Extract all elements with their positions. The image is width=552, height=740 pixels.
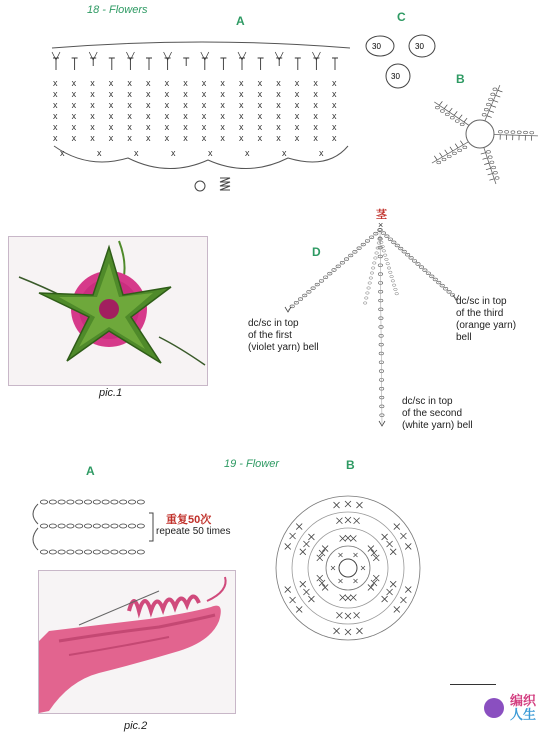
svg-text:x: x — [127, 111, 132, 121]
svg-text:×: × — [378, 220, 384, 230]
svg-text:x: x — [332, 100, 337, 110]
svg-text:x: x — [201, 122, 207, 132]
svg-text:x: x — [108, 122, 114, 132]
svg-text:x: x — [183, 78, 188, 88]
svg-text:x: x — [146, 78, 151, 88]
svg-text:x: x — [257, 100, 263, 110]
svg-text:x: x — [90, 122, 95, 132]
svg-text:x: x — [313, 100, 318, 110]
diagram-d-label: D — [312, 245, 321, 259]
svg-text:x: x — [313, 78, 318, 88]
svg-text:x: x — [108, 100, 114, 110]
svg-text:x: x — [127, 78, 132, 88]
svg-text:x: x — [294, 89, 300, 99]
svg-text:x: x — [239, 78, 244, 88]
flower-photo-1 — [8, 236, 208, 386]
stem-label: 茎 — [376, 209, 387, 221]
svg-text:x: x — [164, 78, 170, 88]
svg-text:x: x — [146, 111, 151, 121]
svg-text:x: x — [257, 89, 263, 99]
svg-text:x: x — [146, 89, 151, 99]
svg-text:x: x — [319, 148, 324, 158]
svg-text:x: x — [294, 78, 300, 88]
svg-text:x: x — [164, 100, 170, 110]
svg-text:x: x — [53, 78, 58, 88]
section-18-title: 18 - Flowers — [87, 4, 148, 16]
svg-text:x: x — [276, 100, 281, 110]
svg-text:x: x — [164, 133, 170, 143]
svg-text:x: x — [276, 89, 281, 99]
pic1-caption: pic.1 — [99, 387, 123, 399]
svg-text:x: x — [53, 122, 58, 132]
chain-spring-icon — [220, 178, 230, 190]
svg-text:x: x — [90, 100, 95, 110]
diagram-19a-label: A — [86, 464, 95, 478]
svg-text:x: x — [201, 89, 207, 99]
svg-text:x: x — [71, 89, 77, 99]
svg-text:x: x — [53, 89, 58, 99]
flower-photo-2 — [38, 570, 236, 714]
svg-text:x: x — [164, 89, 170, 99]
svg-text:x: x — [294, 100, 300, 110]
scale-line — [450, 684, 496, 685]
svg-text:x: x — [276, 122, 281, 132]
svg-text:x: x — [220, 78, 225, 88]
svg-text:x: x — [183, 89, 188, 99]
circular-flower-chart — [268, 476, 428, 642]
svg-text:x: x — [313, 133, 318, 143]
svg-text:x: x — [71, 111, 77, 121]
pic2-caption: pic.2 — [124, 720, 148, 732]
svg-text:x: x — [127, 89, 132, 99]
svg-text:x: x — [97, 148, 102, 158]
svg-text:x: x — [90, 111, 95, 121]
svg-text:x: x — [276, 78, 281, 88]
svg-text:x: x — [220, 122, 225, 132]
circle-label-3: 30 — [391, 72, 400, 81]
circle-label-1: 30 — [372, 42, 381, 51]
svg-text:x: x — [313, 111, 318, 121]
diagram-19b-label: B — [346, 458, 355, 472]
svg-text:x: x — [245, 148, 250, 158]
bell-stitch-chart — [48, 28, 358, 218]
svg-text:x: x — [146, 133, 151, 143]
svg-text:x: x — [294, 133, 300, 143]
svg-text:x: x — [220, 111, 225, 121]
svg-text:x: x — [108, 89, 114, 99]
svg-text:x: x — [71, 133, 77, 143]
svg-text:x: x — [108, 78, 114, 88]
diagram-c-label: C — [397, 10, 406, 24]
svg-text:x: x — [127, 122, 132, 132]
svg-text:x: x — [332, 78, 337, 88]
repeat-label-english: repeate 50 times — [156, 526, 231, 537]
svg-text:x: x — [201, 78, 207, 88]
svg-text:x: x — [164, 122, 170, 132]
svg-text:x: x — [239, 133, 244, 143]
svg-text:x: x — [201, 111, 207, 121]
svg-text:x: x — [276, 133, 281, 143]
svg-text:x: x — [239, 111, 244, 121]
note-second-bell: dc/sc in top of the second (white yarn) bell — [402, 396, 473, 431]
svg-text:x: x — [257, 133, 263, 143]
svg-text:x: x — [239, 89, 244, 99]
note-third-bell: dc/sc in top of the third (orange yarn) bell — [456, 296, 517, 343]
svg-text:x: x — [220, 100, 225, 110]
svg-text:x: x — [294, 122, 300, 132]
svg-text:x: x — [146, 122, 151, 132]
svg-text:x: x — [257, 78, 263, 88]
svg-text:x: x — [60, 148, 65, 158]
diagram-b-label: B — [456, 72, 465, 86]
chain-rows-chart — [24, 490, 148, 564]
svg-text:x: x — [332, 122, 337, 132]
svg-text:x: x — [282, 148, 287, 158]
circle-label-2: 30 — [415, 42, 424, 51]
svg-text:x: x — [201, 100, 207, 110]
svg-text:x: x — [164, 111, 170, 121]
svg-text:x: x — [313, 89, 318, 99]
svg-text:x: x — [127, 133, 132, 143]
svg-text:x: x — [71, 78, 77, 88]
svg-text:x: x — [220, 89, 225, 99]
svg-text:x: x — [90, 78, 95, 88]
repeat-bracket — [148, 512, 156, 542]
svg-text:x: x — [257, 122, 263, 132]
svg-text:x: x — [332, 89, 337, 99]
svg-text:x: x — [257, 111, 263, 121]
svg-text:x: x — [313, 122, 318, 132]
yarn-ball-logo-icon — [484, 698, 504, 718]
note-first-bell: dc/sc in top of the first (violet yarn) bell — [248, 318, 319, 353]
svg-text:x: x — [171, 148, 176, 158]
svg-text:x: x — [90, 89, 95, 99]
svg-text:x: x — [332, 133, 337, 143]
svg-text:x: x — [53, 111, 58, 121]
svg-text:x: x — [53, 100, 58, 110]
svg-text:x: x — [108, 133, 114, 143]
svg-text:x: x — [239, 100, 244, 110]
svg-text:x: x — [183, 133, 188, 143]
svg-text:x: x — [294, 111, 300, 121]
svg-text:x: x — [220, 133, 225, 143]
svg-text:x: x — [127, 100, 132, 110]
svg-text:x: x — [201, 133, 207, 143]
svg-text:x: x — [71, 100, 77, 110]
section-19-title: 19 - Flower — [224, 458, 280, 470]
svg-text:x: x — [239, 122, 244, 132]
site-logo: 编织 人生 — [510, 693, 537, 722]
svg-text:x: x — [183, 111, 188, 121]
diagram-a-label: A — [236, 14, 245, 28]
svg-text:x: x — [183, 122, 188, 132]
star-petal-chart — [412, 72, 550, 192]
svg-text:x: x — [332, 111, 337, 121]
repeat-label-chinese: 重复50次 — [166, 514, 212, 526]
svg-text:x: x — [71, 122, 77, 132]
svg-text:x: x — [134, 148, 139, 158]
svg-text:x: x — [53, 133, 58, 143]
svg-text:x: x — [146, 100, 151, 110]
svg-text:x: x — [108, 111, 114, 121]
svg-text:x: x — [183, 100, 188, 110]
start-ring-icon — [195, 181, 205, 191]
svg-text:x: x — [276, 111, 281, 121]
svg-text:x: x — [90, 133, 95, 143]
svg-text:x: x — [208, 148, 213, 158]
